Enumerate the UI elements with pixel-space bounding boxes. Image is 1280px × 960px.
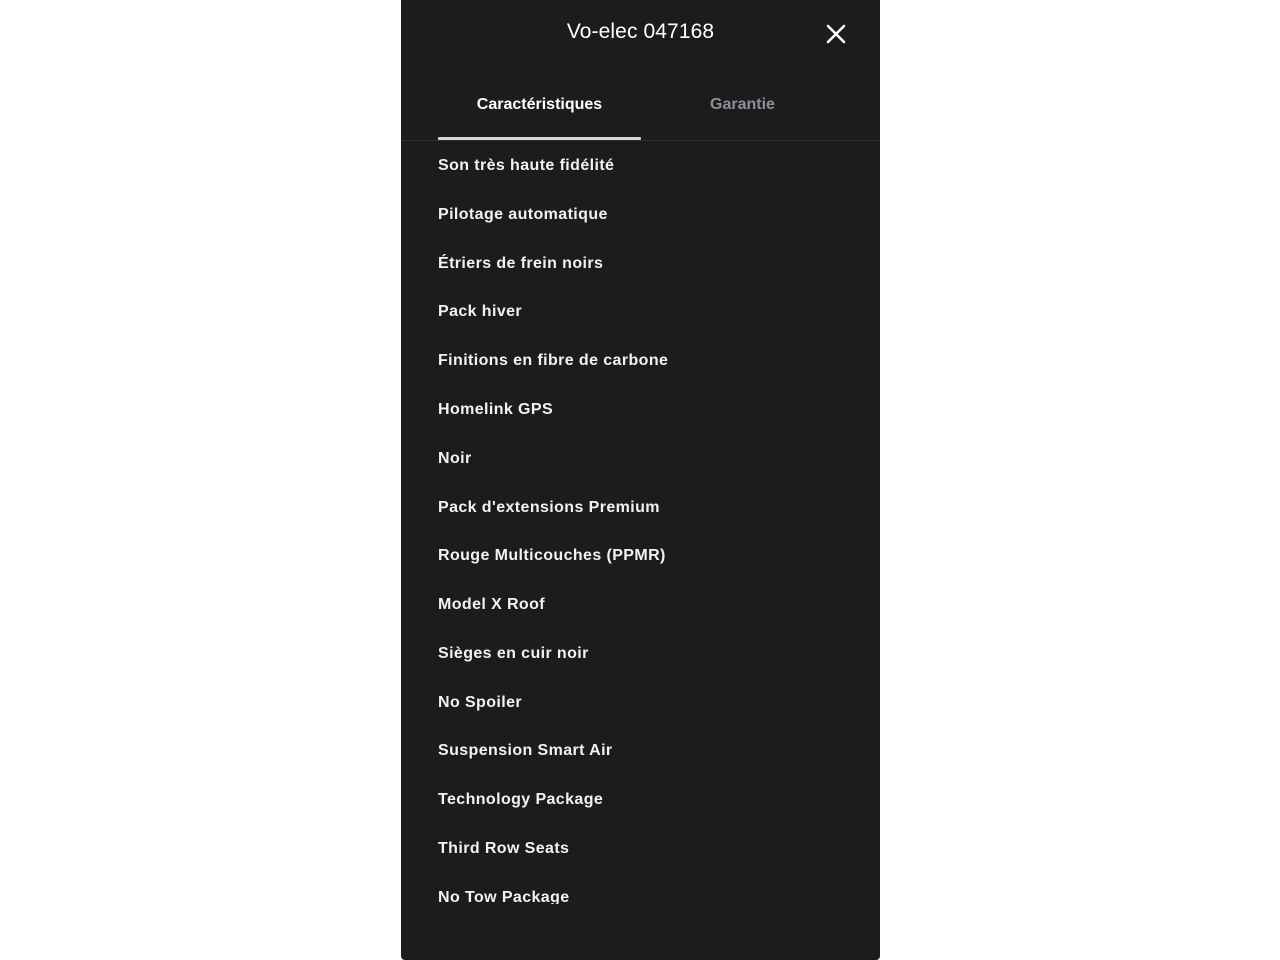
list-item: Noir: [438, 450, 472, 467]
dialog-title: Vo-elec 047168: [566, 20, 715, 43]
active-tab-indicator: [438, 137, 641, 140]
tab-caracteristiques[interactable]: Caractéristiques: [476, 96, 603, 113]
features-list[interactable]: [401, 141, 880, 904]
list-item: Son très haute fidélité: [438, 157, 615, 174]
list-item: No Spoiler: [438, 694, 523, 711]
list-item: Pack hiver: [438, 303, 523, 320]
list-item: Pilotage automatique: [438, 206, 608, 223]
list-item: Étriers de frein noirs: [438, 255, 604, 272]
dialog-header: [401, 0, 880, 68]
list-item: Rouge Multicouches (PPMR): [438, 547, 666, 564]
list-item: Technology Package: [438, 791, 604, 808]
list-item: Pack d'extensions Premium: [438, 499, 660, 516]
list-item: Homelink GPS: [438, 401, 554, 418]
close-icon: [826, 24, 846, 44]
list-item: No Tow Package: [438, 889, 570, 904]
list-item: Third Row Seats: [438, 840, 570, 857]
list-item: Sièges en cuir noir: [438, 645, 589, 662]
list-item: Model X Roof: [438, 596, 546, 613]
vehicle-details-dialog: [401, 0, 880, 960]
close-button[interactable]: [822, 20, 850, 48]
tab-bar: [401, 68, 880, 141]
list-item: Suspension Smart Air: [438, 742, 613, 759]
list-item: Finitions en fibre de carbone: [438, 352, 669, 369]
tab-garantie[interactable]: Garantie: [710, 96, 775, 113]
